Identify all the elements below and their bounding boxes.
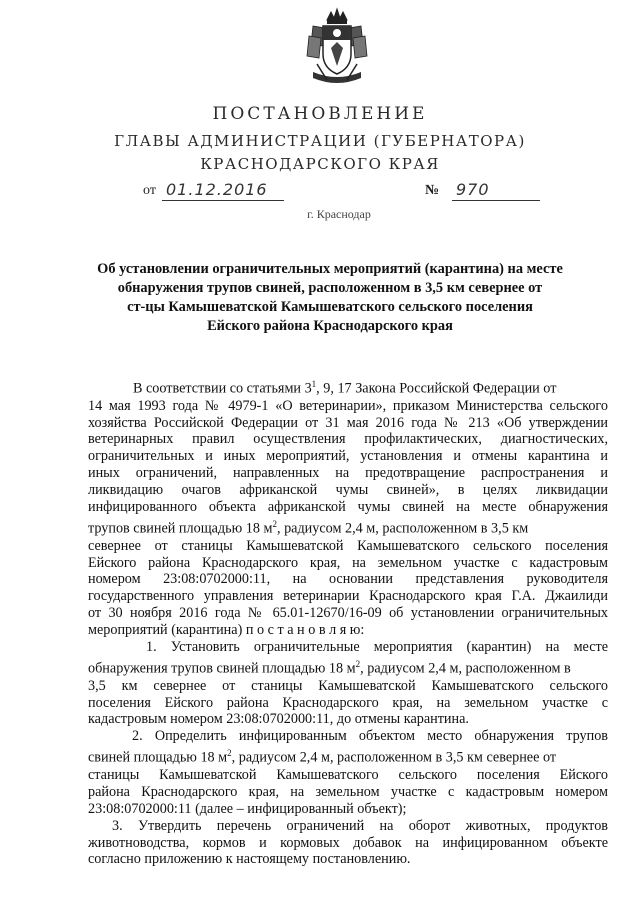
document-type-heading: ПОСТАНОВЛЕНИЕ bbox=[212, 104, 428, 124]
body-line: номером 23:08:0702000:11, на основании представления руководителя bbox=[88, 571, 608, 588]
body-line bbox=[88, 376, 608, 398]
item-1-line: 3,5 км севернее от станицы Камышеватской Камышеватского сельского bbox=[88, 677, 608, 694]
number-underline bbox=[452, 200, 540, 201]
item-2-line: станицы Камышеватской Камышеватского сельского поселения Ейского bbox=[88, 766, 608, 783]
issuer-line-2: КРАСНОДАРСКОГО КРАЯ bbox=[200, 155, 440, 173]
body-line: мероприятий (карантина) п о с т а н о в л я ю: bbox=[88, 622, 365, 639]
body-text: В соответствии со статьями 3 bbox=[133, 380, 312, 397]
body-line: от 30 ноября 2016 года № 65.01-12670/16-09 об установлении ограничительных bbox=[88, 605, 608, 622]
title-line: обнаружения трупов свиней, расположенном в 3,5 км севернее от bbox=[117, 280, 543, 296]
title-line: Об установлении ограничительных мероприятий (карантина) на месте bbox=[97, 261, 563, 277]
item-1-line: 1. Установить ограничительные мероприятия (карантин) на месте bbox=[146, 639, 608, 656]
body-line: хозяйства Российской Федерации от 31 мая 2016 года № 213 «Об утверждении bbox=[88, 414, 608, 431]
item-2-line: района Краснодарского края, на земельном участке с кадастровым номером bbox=[88, 783, 608, 800]
city-line: г. Краснодар bbox=[307, 207, 371, 221]
superscript: 2 bbox=[227, 748, 232, 759]
superscript: 2 bbox=[272, 518, 277, 529]
body-text: , радиусом 2,4 м, расположенном в bbox=[360, 660, 571, 677]
body-line: ограничительных и иных мероприятий, установления и отмены карантина и bbox=[88, 448, 608, 465]
document-title bbox=[95, 260, 565, 336]
body-line: государственного управления ветеринарии Краснодарского края Г.А. Джаилиди bbox=[88, 588, 608, 605]
body-text: , 9, 17 Закона Российской Федерации от bbox=[316, 380, 557, 397]
document-body bbox=[88, 376, 608, 868]
body-text: обнаружения трупов свиней площадью 18 м bbox=[88, 660, 356, 677]
title-line: Ейского района Краснодарского края bbox=[207, 318, 453, 334]
item-2-line: 23:08:0702000:11 (далее – инфицированный объект); bbox=[88, 800, 407, 817]
body-line: севернее от станицы Камышеватской Камышеватского сельского поселения bbox=[88, 537, 608, 554]
body-text: свиней площадью 18 м bbox=[88, 749, 228, 766]
title-line: ст-цы Камышеватской Камышеватского сельского поселения bbox=[127, 299, 533, 315]
body-line: инфицированного объекта африканской чумы свиней на месте обнаружения bbox=[88, 499, 608, 516]
superscript: 2 bbox=[355, 658, 361, 669]
date-underline bbox=[162, 200, 284, 201]
item-3-line: 3. Утвердить перечень ограничений на оборот животных, продуктов bbox=[112, 817, 608, 834]
item-3-line: животноводства, кормов и кормовых добавок на инфицированном объекте bbox=[88, 834, 608, 851]
body-line: 14 мая 1993 года № 4979-1 «О ветеринарии», приказом Министерства сельского bbox=[88, 397, 608, 414]
item-1-line: кадастровым номером 23:08:0702000:11, до отмены карантина. bbox=[88, 711, 469, 728]
coat-of-arms-icon bbox=[305, 6, 369, 88]
item-1-line: поселения Ейского района Краснодарского края, на земельном участке с bbox=[88, 694, 608, 711]
body-text: , радиусом 2,4 м, расположенном в 3,5 км севернее от bbox=[231, 749, 557, 766]
body-line: иных ограничений, направленных на предотвращение распространения и bbox=[88, 465, 608, 482]
item-3-line: согласно приложению к настоящему постановлению. bbox=[88, 851, 411, 868]
body-line: Ейского района Краснодарского края, на земельном участке с кадастровым bbox=[88, 554, 608, 571]
item-1-line bbox=[88, 656, 608, 678]
body-line: ликвидацию очагов африканской чумы свиней», в целях ликвидации bbox=[88, 482, 608, 499]
issuer-line-1: ГЛАВЫ АДМИНИСТРАЦИИ (ГУБЕРНАТОРА) bbox=[114, 132, 526, 150]
item-2-line: 2. Определить инфицированным объектом место обнаружения трупов bbox=[132, 728, 608, 745]
body-line bbox=[88, 516, 608, 538]
body-text: трупов свиней площадью 18 м bbox=[88, 520, 273, 537]
date-value: 01.12.2016 bbox=[166, 180, 268, 199]
number-label: № bbox=[425, 183, 440, 198]
body-line: ветеринарных правил осуществления профилактических, диагностических, bbox=[88, 431, 608, 448]
item-2-line bbox=[88, 745, 608, 767]
superscript: 1 bbox=[311, 379, 317, 389]
body-text: , радиусом 2,4 м, расположенном в 3,5 км bbox=[276, 520, 529, 537]
date-label: от bbox=[143, 183, 156, 198]
number-value: 970 bbox=[456, 180, 490, 199]
